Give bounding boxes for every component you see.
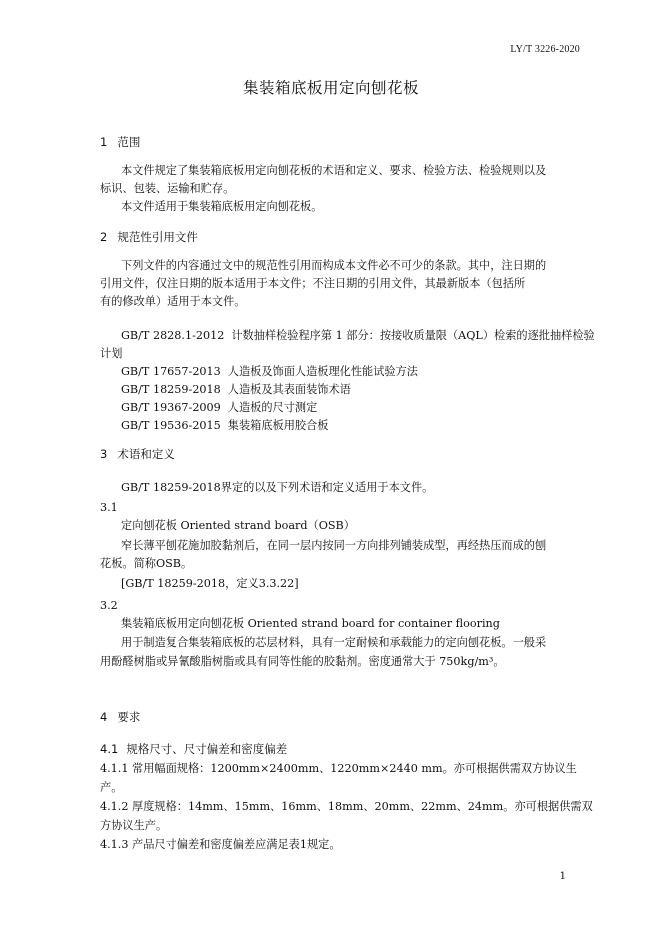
section-1-paragraph-line: 标识、包装、运输和贮存。 [100,182,235,195]
reference-title: 人造板及饰面人造板理化性能试验方法 [227,365,418,378]
normative-reference [121,401,317,415]
reference-title: 集装箱底板用胶合板 [227,419,329,432]
normative-reference [121,365,418,379]
page-number: 1 [559,871,566,882]
term-heading [121,519,355,533]
section-number: 2 [100,230,108,244]
reference-title: 计数抽样检验程序第 1 部分：按接收质量限（AQL）检索的逐批抽样检验 [231,329,595,342]
term-heading [121,617,500,631]
term-number: 3.1 [100,501,118,514]
section-1-heading [100,134,140,150]
subsection-number: 4.1 [100,742,119,756]
normative-reference [121,383,351,397]
term-name-cn: 定向刨花板 [121,519,177,532]
section-2-paragraph-line: 有的修改单）适用于本文件。 [100,295,246,308]
clause-line: 4.1.2 厚度规格：14mm、15mm、16mm、18mm、20mm、22mm、24mm。亦可根据供需双 [100,800,593,813]
reference-code: GB/T 19536-2015 [121,419,221,432]
term-name-en: Oriented strand board for container flooring [247,617,500,630]
clause-line: 4.1.3 产品尺寸偏差和密度偏差应满足表1规定。 [100,838,341,851]
section-1-paragraph-line: 本文件适用于集装箱底板用定向刨花板。 [121,200,323,213]
term-definition-line: 窄长薄平刨花施加胶黏剂后，在同一层内按同一方向排列铺装成型，再经热压而成的刨 [121,539,547,552]
section-title: 要求 [117,710,141,724]
normative-reference [121,419,329,433]
section-title: 范围 [117,135,141,149]
standard-code: LY/T 3226-2020 [510,44,580,55]
clause-line: 4.1.1 常用幅面规格：1200mm×2400mm、1220mm×2440 mm。亦可根据供需双方协议生 [100,762,577,775]
section-title: 术语和定义 [117,447,175,461]
reference-title: 人造板的尺寸测定 [227,401,318,414]
section-3-heading [100,446,175,462]
section-number: 1 [100,135,108,149]
section-title: 规范性引用文件 [117,230,198,244]
subsection-4-1-heading [100,741,287,757]
term-name-cn: 集装箱底板用定向刨花板 [121,617,245,630]
section-2-paragraph-line: 下列文件的内容通过文中的规范性引用而构成本文件必不可少的条款。其中，注日期的 [121,259,547,272]
term-source: [GB/T 18259-2018，定义3.3.22] [121,577,299,590]
section-2-heading [100,229,198,245]
section-number: 3 [100,447,108,461]
reference-code: GB/T 18259-2018 [121,383,221,396]
clause-line: 方协议生产。 [100,819,168,832]
term-definition-line: 用于制造复合集装箱底板的芯层材料，具有一定耐候和承载能力的定向刨花板。一般采 [121,636,547,649]
reference-title: 人造板及其表面装饰术语 [227,383,351,396]
section-3-intro: GB/T 18259-2018界定的以及下列术语和定义适用于本文件。 [121,481,434,494]
section-number: 4 [100,710,108,724]
reference-code: GB/T 17657-2013 [121,365,221,378]
term-definition-line: 花板。简称OSB。 [100,557,193,570]
clause-line: 产。 [100,781,123,794]
reference-code: GB/T 2828.1-2012 [121,329,225,342]
term-name-en: Oriented strand board（OSB） [180,519,355,532]
section-4-heading [100,709,140,725]
normative-reference [121,329,595,343]
subsection-title: 规格尺寸、尺寸偏差和密度偏差 [126,742,288,756]
term-number: 3.2 [100,599,118,612]
section-2-paragraph-line: 引用文件，仅注日期的版本适用于本文件；不注日期的引用文件，其最新版本（包括所 [100,277,526,290]
reference-code: GB/T 19367-2009 [121,401,221,414]
document-title: 集装箱底板用定向刨花板 [242,79,419,97]
section-1-paragraph-line: 本文件规定了集装箱底板用定向刨花板的术语和定义、要求、检验方法、检验规则以及 [121,164,547,177]
normative-reference-continuation: 计划 [100,347,123,360]
term-definition-line: 用酚醛树脂或异氰酸脂树脂或具有同等性能的胶黏剂。密度通常大于 750kg/m³。 [100,655,505,668]
